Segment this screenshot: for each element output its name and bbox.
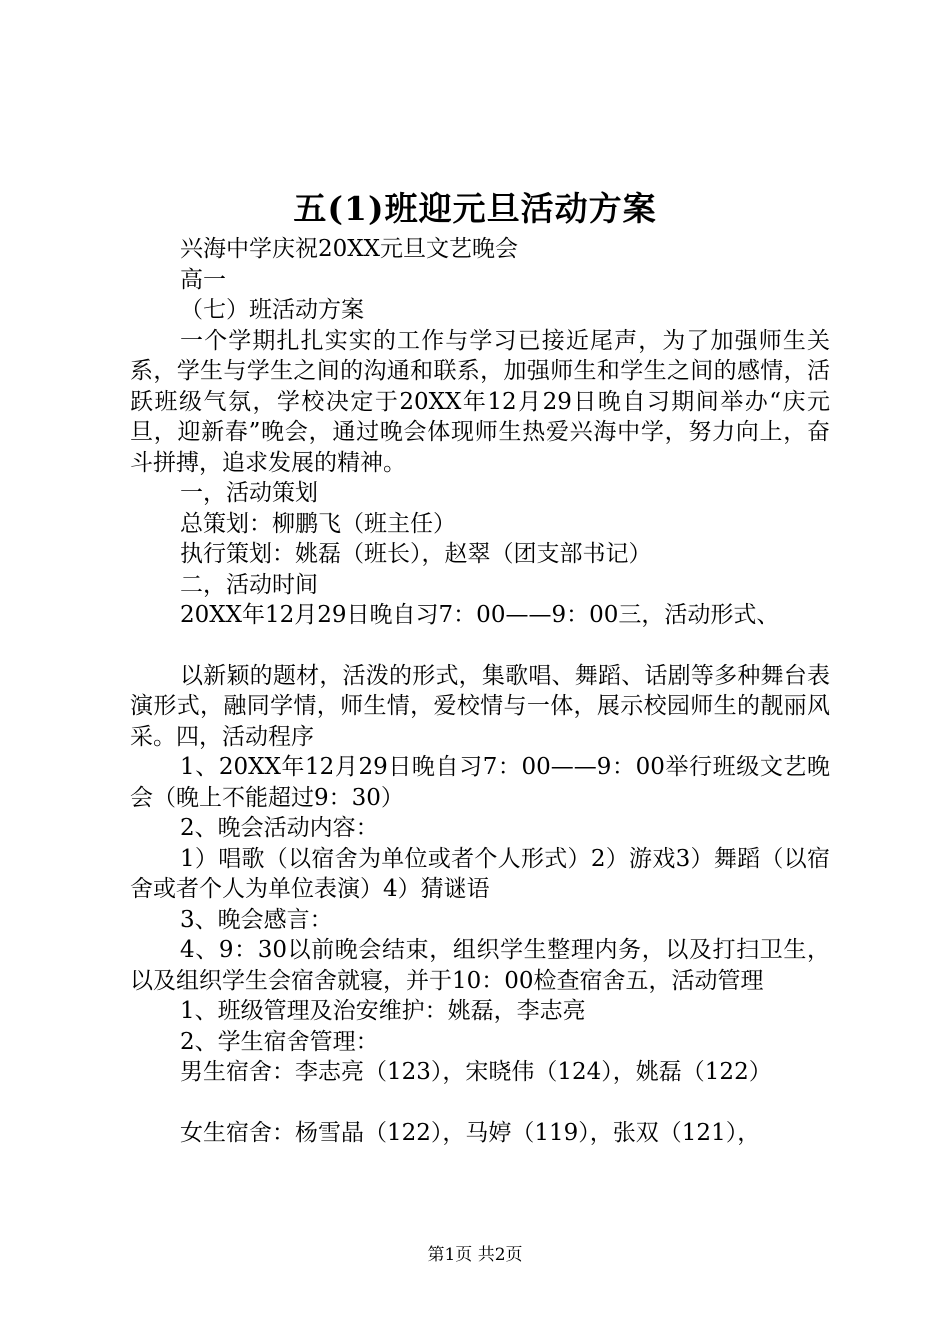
- program-item-3: 3、晚会感言：: [180, 906, 333, 933]
- female-dormitory: 女生宿舍：杨雪晶（122），马婷（119），张双（121），: [180, 1119, 761, 1146]
- program-item-4: 4、9：30以前晚会结束，组织学生整理内务，以及打扫卫生，以及组织学生会宿舍就寝，并于10：00检查宿舍五，活动管理: [130, 937, 830, 994]
- document-body: [130, 234, 830, 1148]
- blank-line: [130, 1088, 830, 1118]
- program-item-1: 1、20XX年12月29日晚自习7：00——9：00举行班级文艺晚会（晚上不能超过9：30）: [130, 754, 830, 811]
- blank-line: [130, 631, 830, 661]
- male-dormitory: 男生宿舍：李志亮（123），宋晓伟（124），姚磊（122）: [180, 1059, 772, 1085]
- management-item-2: 2、学生宿舍管理：: [180, 1028, 379, 1055]
- intro-paragraph: 一个学期扎扎实实的工作与学习已接近尾声，为了加强师生关系，学生与学生之间的沟通和联系，加强师生和学生之间的感情，活跃班级气氛，学校决定于20XX年12月29日晚自习期间举办“庆元旦，迎新春”晚会，通过晚会体现师生热爱兴海中学，努力向上，奋斗拼搏，追求发展的精神。: [130, 327, 830, 476]
- page-footer: 第1页 共2页: [427, 1245, 523, 1265]
- subtitle-class: （七）班活动方案: [180, 297, 364, 323]
- executive-planners: 执行策划：姚磊（班长），赵翠（团支部书记）: [180, 541, 652, 567]
- chief-planner: 总策划：柳鹏飞（班主任）: [180, 510, 456, 537]
- section-heading-time: 二，活动时间: [180, 571, 318, 598]
- management-item-1: 1、班级管理及治安维护：姚磊，李志亮: [180, 998, 586, 1024]
- program-item-2: 2、晚会活动内容：: [180, 815, 379, 841]
- activity-form-paragraph: 以新颖的题材，活泼的形式，集歌唱、舞蹈、话剧等多种舞台表演形式，融同学情，师生情，爱校情与一体，展示校园师生的靓丽风采。四，活动程序: [130, 662, 830, 750]
- subtitle-grade: 高一: [180, 266, 226, 293]
- document-title: 五(1)班迎元旦活动方案: [293, 189, 657, 228]
- subtitle-school: 兴海中学庆祝20XX元旦文艺晚会: [180, 236, 519, 262]
- activity-time: 20XX年12月29日晚自习7：00——9：00三，活动形式、: [180, 602, 780, 628]
- section-heading-planning: 一，活动策划: [180, 480, 318, 506]
- program-content-list: 1）唱歌（以宿舍为单位或者个人形式）2）游戏3）舞蹈（以宿舍或者个人为单位表演）4）猜谜语: [130, 845, 830, 902]
